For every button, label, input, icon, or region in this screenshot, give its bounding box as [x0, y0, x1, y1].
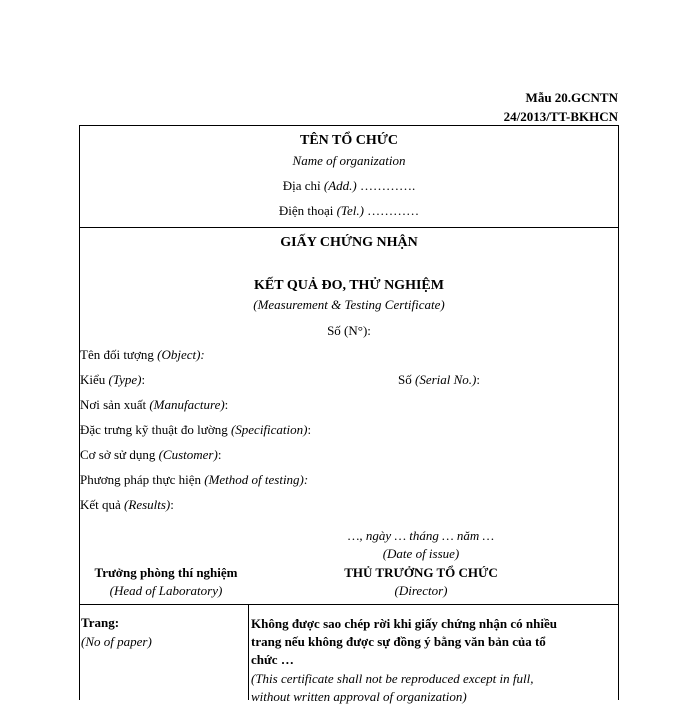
phone-en: (Tel.)	[336, 203, 364, 218]
notice-line2: trang nếu không được sự đồng ý bằng văn bản của tổ	[251, 634, 546, 649]
field-manufacture	[80, 397, 228, 413]
field-type-en: (Type)	[108, 372, 142, 387]
org-title: TÊN TỔ CHỨC	[299, 133, 398, 148]
form-code	[504, 88, 618, 126]
field-specification	[80, 422, 311, 438]
field-method-label: Phương pháp thực hiện	[80, 472, 201, 487]
phone-dots: …………	[367, 203, 420, 218]
field-object-en: (Object):	[157, 347, 205, 362]
field-manufacture-label: Nơi sản xuất	[80, 397, 147, 412]
field-results-label: Kết quả	[80, 497, 121, 512]
field-results	[80, 497, 174, 513]
field-serial-en: (Serial No.)	[414, 372, 477, 387]
director-en: (Director)	[394, 583, 448, 598]
address-dots: ………….	[360, 178, 416, 193]
certificate-title1: GIẤY CHỨNG NHẬN	[280, 235, 418, 250]
org-title-en: Name of organization	[292, 153, 406, 168]
lab-head-en: (Head of Laboratory)	[109, 583, 223, 598]
field-customer-colon: :	[217, 447, 222, 462]
org-phone	[79, 203, 619, 219]
field-results-colon: :	[170, 497, 174, 512]
field-customer	[80, 447, 221, 463]
field-type-label: Kiểu	[80, 372, 106, 387]
notice-line3: chức …	[251, 652, 294, 667]
field-manufacture-en: (Manufacture)	[149, 397, 225, 412]
page-en: (No of paper)	[81, 634, 152, 649]
field-serial-label: Số	[398, 372, 412, 387]
form-code-line1: Mẫu 20.GCNTN	[525, 90, 618, 105]
date-line: …, ngày … tháng … năm …	[347, 528, 495, 543]
divider-header	[79, 227, 619, 228]
field-method	[80, 472, 308, 488]
lab-head-title: Trưởng phòng thí nghiệm	[94, 565, 238, 580]
notice-en	[251, 670, 533, 706]
certificate-number: Số (N°):	[327, 323, 371, 338]
address-en: (Add.)	[323, 178, 357, 193]
field-object	[80, 347, 205, 363]
notice-line1: Không được sao chép rời khi giấy chứng nhận có nhiều	[251, 616, 557, 631]
director-title: THỦ TRƯỞNG TỔ CHỨC	[344, 565, 498, 580]
field-customer-en: (Customer)	[158, 447, 218, 462]
address-label: Địa chỉ	[282, 178, 321, 193]
field-type	[80, 372, 145, 388]
certificate-title2: KẾT QUẢ ĐO, THỬ NGHIỆM	[254, 278, 444, 293]
notice-vi	[251, 615, 557, 669]
field-results-en: (Results)	[124, 497, 171, 512]
certificate-title-en: (Measurement & Testing Certificate)	[253, 297, 445, 312]
divider-footer-vertical	[248, 604, 249, 700]
phone-label: Điện thoại	[278, 203, 334, 218]
field-object-label: Tên đối tượng	[80, 347, 154, 362]
field-serial	[398, 372, 480, 388]
divider-footer	[79, 604, 619, 605]
date-en: (Date of issue)	[382, 546, 460, 561]
field-type-colon: :	[141, 372, 146, 387]
page-label: Trang:	[81, 615, 120, 630]
field-specification-label: Đặc trưng kỹ thuật đo lường	[80, 422, 228, 437]
field-manufacture-colon: :	[224, 397, 229, 412]
field-method-en: (Method of testing):	[204, 472, 309, 487]
field-specification-colon: :	[307, 422, 312, 437]
field-customer-label: Cơ sở sử dụng	[80, 447, 156, 462]
notice-en-line2: without written approval of organization)	[251, 689, 467, 704]
field-specification-en: (Specification)	[230, 422, 308, 437]
notice-en-line1: (This certificate shall not be reproduced except in full,	[251, 671, 534, 686]
field-serial-colon: :	[476, 372, 480, 387]
org-address	[79, 178, 619, 194]
form-code-line2: 24/2013/TT-BKHCN	[503, 109, 618, 124]
